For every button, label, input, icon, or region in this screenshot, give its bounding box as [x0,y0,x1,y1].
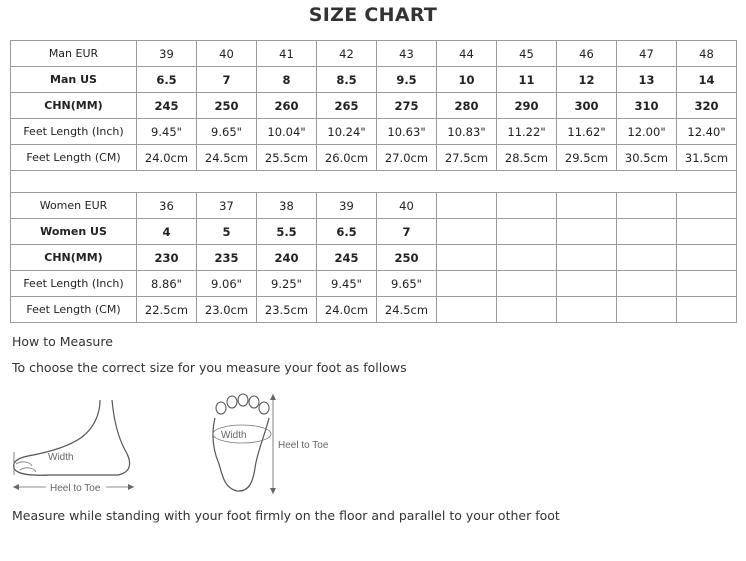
women-size-cell: 9.06" [197,271,257,297]
man-size-cell: 245 [137,93,197,119]
women-size-cell [437,297,497,323]
women-size-cell [437,219,497,245]
man-size-cell: 24.0cm [137,145,197,171]
man-size-cell: 10.24" [317,119,377,145]
top-width-label: Width [221,430,247,441]
man-size-cell: 46 [557,41,617,67]
women-size-cell [617,297,677,323]
women-row-label: Feet Length (Inch) [11,271,137,297]
man-size-cell: 11 [497,67,557,93]
top-arrow-up-icon [270,394,276,400]
man-size-cell: 7 [197,67,257,93]
women-size-cell: 5 [197,219,257,245]
women-size-cell [437,271,497,297]
side-foot-outline [14,400,130,475]
man-size-cell: 6.5 [137,67,197,93]
top-foot-outline [213,418,269,491]
man-size-cell: 45 [497,41,557,67]
top-length-label: Heel to Toe [278,440,329,451]
women-size-cell [497,297,557,323]
women-size-cell [677,193,737,219]
women-size-cell [557,245,617,271]
man-size-cell: 42 [317,41,377,67]
women-size-cell: 4 [137,219,197,245]
women-size-cell [497,193,557,219]
man-size-cell: 43 [377,41,437,67]
man-size-cell: 27.0cm [377,145,437,171]
side-arrow-right-icon [128,484,134,490]
women-size-cell: 23.0cm [197,297,257,323]
women-size-cell: 9.25" [257,271,317,297]
women-size-cell: 24.0cm [317,297,377,323]
side-length-label: Heel to Toe [50,483,101,494]
man-size-cell: 8 [257,67,317,93]
women-size-cell: 9.65" [377,271,437,297]
women-size-cell: 24.5cm [377,297,437,323]
man-size-cell: 9.65" [197,119,257,145]
women-row [11,297,737,323]
women-size-cell [677,297,737,323]
women-size-cell [557,193,617,219]
side-arrow-left-icon [13,484,19,490]
man-row [11,119,737,145]
women-size-cell: 5.5 [257,219,317,245]
women-size-cell [557,297,617,323]
instruction-text: To choose the correct size for you measure your foot as follows [12,360,407,375]
women-size-cell: 36 [137,193,197,219]
man-size-cell: 280 [437,93,497,119]
women-row-label: Feet Length (CM) [11,297,137,323]
page-title: SIZE CHART [308,4,438,26]
man-row-label: Feet Length (Inch) [11,119,137,145]
man-row [11,67,737,93]
women-size-cell: 250 [377,245,437,271]
women-size-cell: 23.5cm [257,297,317,323]
women-size-cell: 245 [317,245,377,271]
man-size-cell: 24.5cm [197,145,257,171]
man-row-label: CHN(MM) [11,93,137,119]
women-size-cell [677,245,737,271]
man-size-cell: 13 [617,67,677,93]
women-size-cell: 6.5 [317,219,377,245]
women-size-cell [617,219,677,245]
man-size-cell: 9.5 [377,67,437,93]
man-size-cell: 9.45" [137,119,197,145]
man-size-cell: 41 [257,41,317,67]
man-row-label: Man EUR [11,41,137,67]
man-size-cell: 10.63" [377,119,437,145]
women-size-cell [617,271,677,297]
how-to-measure-heading: How to Measure [12,334,113,349]
size-chart-table [10,40,737,323]
man-size-cell: 11.62" [557,119,617,145]
women-size-cell [617,245,677,271]
women-size-cell: 40 [377,193,437,219]
side-width-label: Width [48,452,74,463]
women-row [11,245,737,271]
man-size-cell: 31.5cm [677,145,737,171]
man-row [11,145,737,171]
man-size-cell: 26.0cm [317,145,377,171]
man-size-cell: 290 [497,93,557,119]
man-size-cell: 12 [557,67,617,93]
man-size-cell: 40 [197,41,257,67]
man-size-rows [11,41,737,171]
separator-row [11,171,737,193]
women-size-cell: 38 [257,193,317,219]
man-size-cell: 14 [677,67,737,93]
man-size-cell: 300 [557,93,617,119]
man-size-cell: 47 [617,41,677,67]
women-size-cell: 240 [257,245,317,271]
women-size-cell: 230 [137,245,197,271]
top-foot-diagram [205,390,345,498]
women-row-label: Women EUR [11,193,137,219]
toes-icon [216,394,269,414]
women-size-rows [11,193,737,323]
man-size-cell: 39 [137,41,197,67]
man-size-cell: 10.04" [257,119,317,145]
women-size-cell [617,193,677,219]
women-size-cell [437,245,497,271]
man-size-cell: 265 [317,93,377,119]
man-size-cell: 320 [677,93,737,119]
man-size-cell: 310 [617,93,677,119]
man-size-cell: 30.5cm [617,145,677,171]
man-size-cell: 275 [377,93,437,119]
women-row-label: Women US [11,219,137,245]
man-size-cell: 260 [257,93,317,119]
women-size-cell: 39 [317,193,377,219]
women-size-cell [557,271,617,297]
women-size-cell [437,193,497,219]
man-size-cell: 28.5cm [497,145,557,171]
women-size-cell: 235 [197,245,257,271]
women-row [11,219,737,245]
women-size-cell [677,219,737,245]
footer-instruction: Measure while standing with your foot firmly on the floor and parallel to your other foot [12,508,560,523]
women-size-cell: 22.5cm [137,297,197,323]
man-row [11,41,737,67]
women-row [11,193,737,219]
man-size-cell: 44 [437,41,497,67]
man-size-cell: 10.83" [437,119,497,145]
table-separator [11,171,737,193]
man-row [11,93,737,119]
women-size-cell [497,271,557,297]
women-size-cell [557,219,617,245]
women-size-cell [497,219,557,245]
man-size-cell: 12.40" [677,119,737,145]
man-size-cell: 48 [677,41,737,67]
man-row-label: Man US [11,67,137,93]
man-size-cell: 250 [197,93,257,119]
women-row-label: CHN(MM) [11,245,137,271]
women-size-cell: 7 [377,219,437,245]
women-size-cell [497,245,557,271]
man-size-cell: 11.22" [497,119,557,145]
man-row-label: Feet Length (CM) [11,145,137,171]
women-size-cell [677,271,737,297]
women-row [11,271,737,297]
man-size-cell: 25.5cm [257,145,317,171]
man-size-cell: 27.5cm [437,145,497,171]
top-arrow-down-icon [270,488,276,494]
man-size-cell: 12.00" [617,119,677,145]
women-size-cell: 8.86" [137,271,197,297]
man-size-cell: 29.5cm [557,145,617,171]
side-toes-icon [16,462,36,472]
women-size-cell: 9.45" [317,271,377,297]
side-foot-diagram [10,392,140,500]
man-size-cell: 8.5 [317,67,377,93]
man-size-cell: 10 [437,67,497,93]
women-size-cell: 37 [197,193,257,219]
